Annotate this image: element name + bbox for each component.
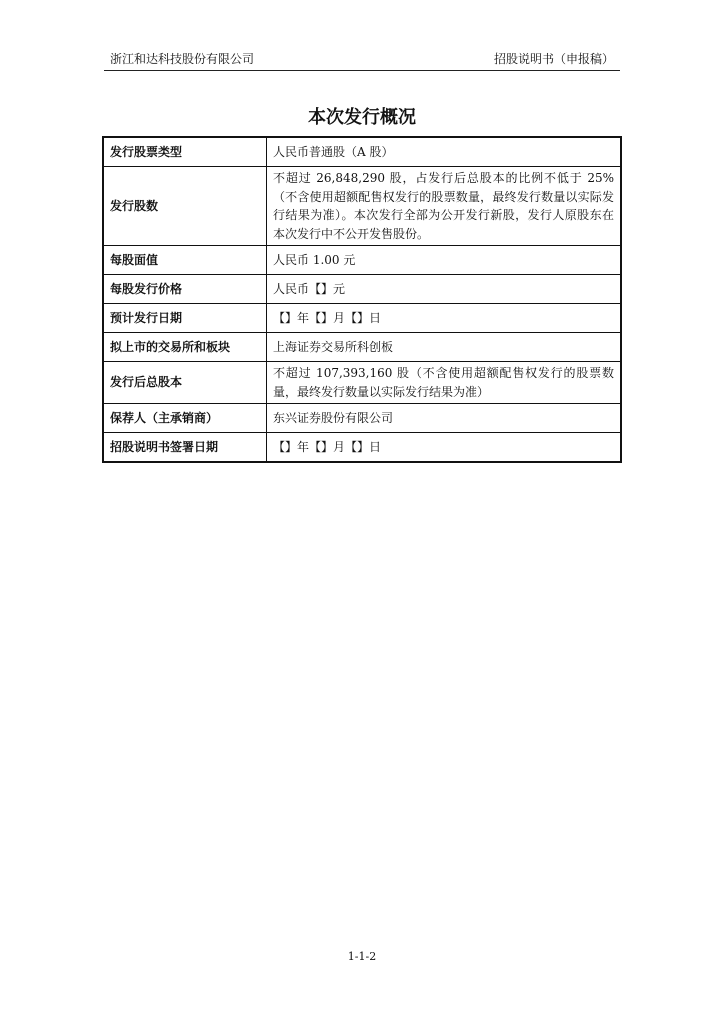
offering-summary-table [102,136,622,463]
row-value: 东兴证券股份有限公司 [267,404,622,433]
table-row-sponsor [103,404,621,433]
row-value: 人民币 1.00 元 [267,246,622,275]
table-row-share-count [103,167,621,246]
row-value: 人民币【】元 [267,275,622,304]
row-label: 发行股票类型 [103,137,267,167]
row-label: 发行股数 [103,167,267,246]
row-value: 不超过 26,848,290 股，占发行后总股本的比例不低于 25%（不含使用超额配售权发行的股票数量，最终发行数量以实际发行结果为准）。本次发行全部为公开发行新股，发行人原股东在本次发行中不公开发售股份。 [267,167,622,246]
row-label: 保荐人（主承销商） [103,404,267,433]
table-row-signing-date [103,433,621,463]
row-value: 【】年【】月【】日 [267,433,622,463]
table-row-exchange [103,333,621,362]
table-row-issue-price [103,275,621,304]
page-number: 1-1-2 [347,950,377,963]
header-document-type: 招股说明书（申报稿） [493,52,614,66]
document-title: 本次发行概况 [308,107,416,128]
table-row-par-value [103,246,621,275]
table-row-issue-date [103,304,621,333]
header-company-name: 浙江和达科技股份有限公司 [110,52,255,66]
row-value: 不超过 107,393,160 股（不含使用超额配售权发行的股票数量，最终发行数量以实际发行结果为准） [267,362,622,404]
row-label: 拟上市的交易所和板块 [103,333,267,362]
row-value: 【】年【】月【】日 [267,304,622,333]
row-label: 预计发行日期 [103,304,267,333]
row-label: 招股说明书签署日期 [103,433,267,463]
row-label: 每股面值 [103,246,267,275]
page-header [104,48,620,71]
row-value: 人民币普通股（A 股） [267,137,622,167]
table-row-total-shares [103,362,621,404]
row-value: 上海证券交易所科创板 [267,333,622,362]
row-label: 发行后总股本 [103,362,267,404]
row-label: 每股发行价格 [103,275,267,304]
table-row-stock-type [103,137,621,167]
